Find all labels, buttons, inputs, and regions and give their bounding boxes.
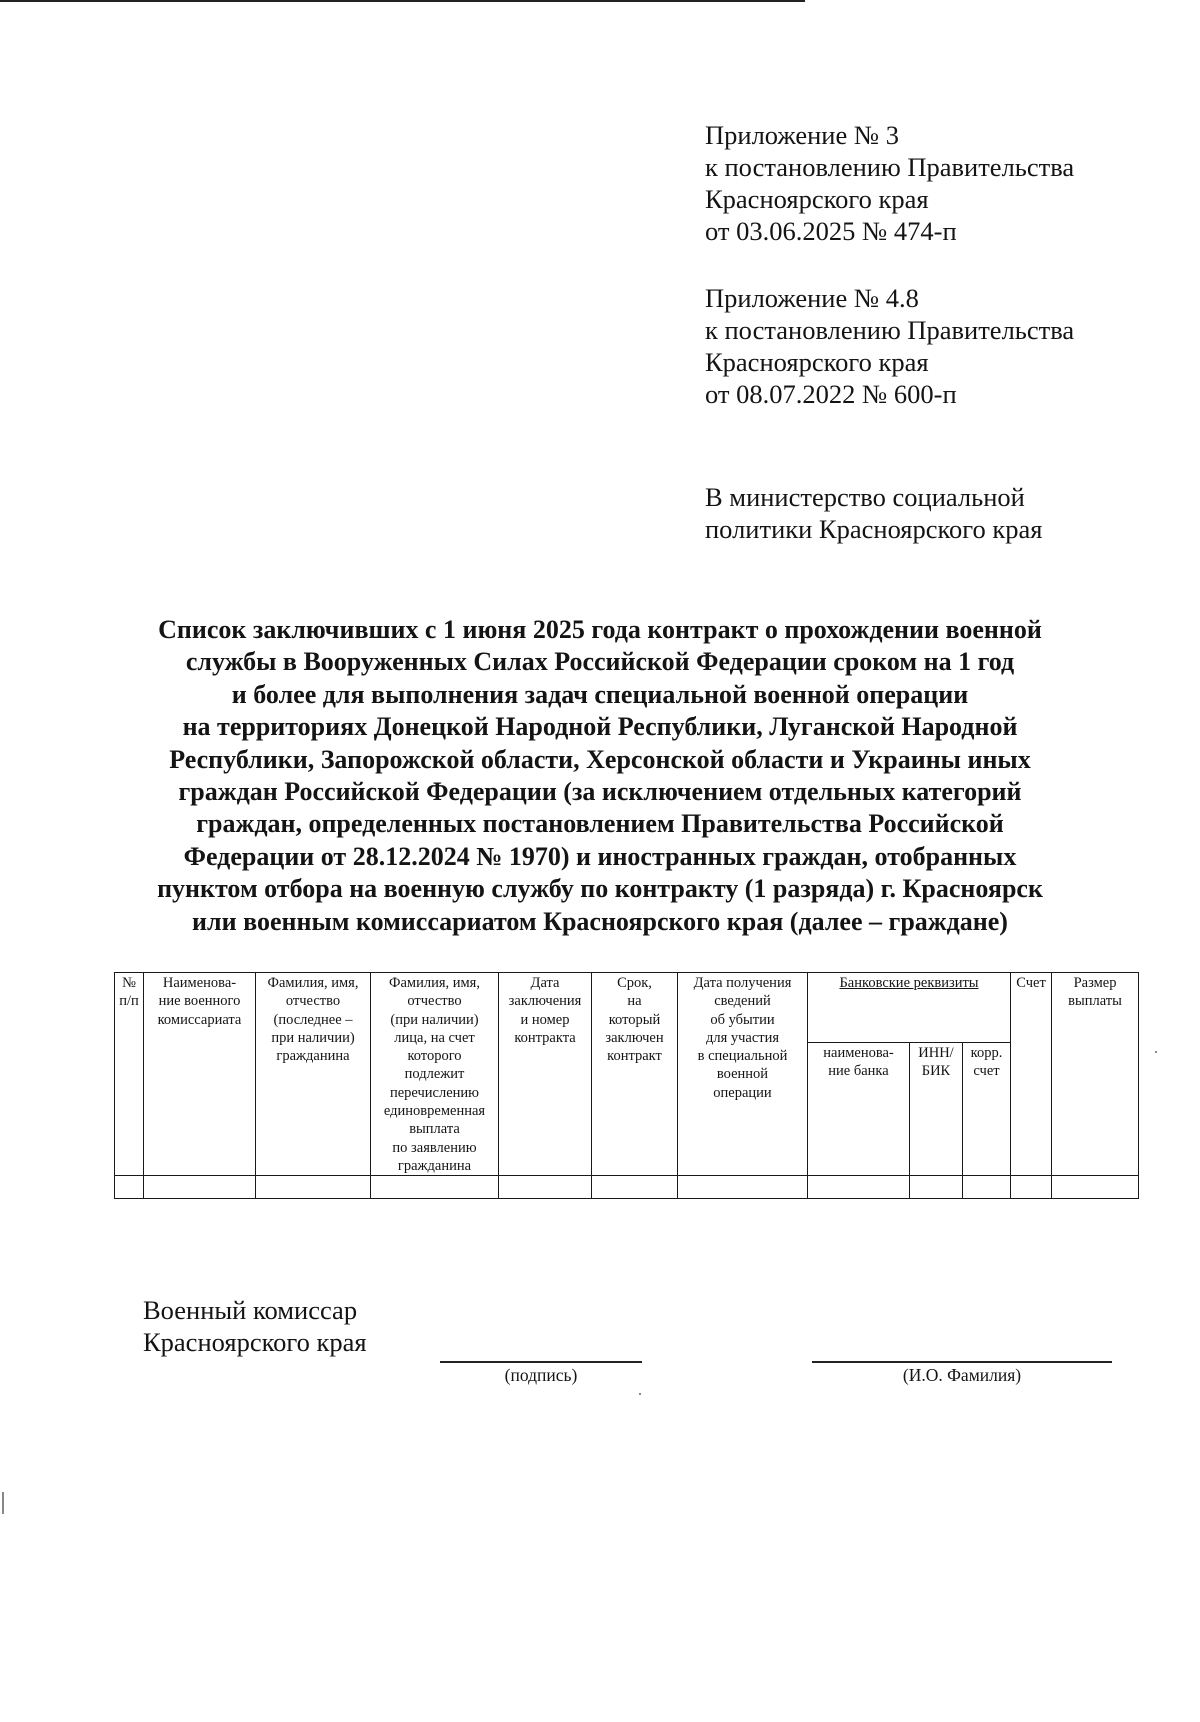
- appendix-original-line: Красноярского края: [705, 347, 929, 377]
- col-header-inn-bik: ИНН/ БИК: [910, 1043, 963, 1176]
- table-cell: [910, 1176, 963, 1199]
- col-header-contract-date: Дата заключения и номер контракта: [499, 973, 592, 1176]
- table-cell: [808, 1176, 910, 1199]
- col-header-payment: Размер выплаты: [1052, 973, 1139, 1176]
- signer-line: Красноярского края: [143, 1327, 367, 1357]
- document-title: [100, 614, 1100, 938]
- title-line: Список заключивших с 1 июня 2025 года контракт о прохождении военной: [158, 615, 1042, 644]
- appendix-current-line: от 03.06.2025 № 474-п: [705, 216, 957, 246]
- title-line: на территориях Донецкой Народной Республики, Луганской Народной: [182, 712, 1018, 742]
- col-header-commissariat: Наименова- ние военного комиссариата: [144, 973, 256, 1176]
- table-row-empty: [115, 1176, 1139, 1199]
- title-line: службы в Вооруженных Силах Российской Федерации сроком на 1 год: [185, 647, 1015, 677]
- signature-line: [440, 1361, 642, 1363]
- scan-top-rule: [0, 0, 805, 2]
- name-line: [812, 1361, 1112, 1363]
- table-cell: [678, 1176, 808, 1199]
- col-header-term: Срок, на который заключен контракт: [592, 973, 678, 1176]
- table-cell: [115, 1176, 144, 1199]
- appendix-original-line: Приложение № 4.8: [705, 283, 919, 313]
- col-header-num: № п/п: [115, 973, 144, 1176]
- appendix-original-block: [705, 282, 1074, 410]
- col-header-bank-group: Банковские реквизиты: [808, 973, 1011, 1043]
- title-line: и более для выполнения задач специальной военной операции: [231, 679, 969, 709]
- scan-dot-mark: [639, 1393, 641, 1395]
- signature-caption: (подпись): [504, 1365, 578, 1385]
- col-header-account: Счет: [1011, 973, 1052, 1176]
- appendix-current-line: Приложение № 3: [705, 120, 900, 150]
- table-cell: [144, 1176, 256, 1199]
- title-line: Республики, Запорожской области, Херсонской области и Украины иных: [169, 744, 1031, 774]
- name-caption: (И.О. Фамилия): [902, 1365, 1022, 1385]
- table-cell: [963, 1176, 1011, 1199]
- table-cell: [256, 1176, 371, 1199]
- addressee-line: политики Красноярского края: [705, 514, 1043, 544]
- title-line: граждан Российской Федерации (за исключением отдельных категорий: [178, 777, 1022, 807]
- appendix-current-block: [705, 119, 1074, 247]
- col-header-loss-date: Дата получения сведений об убытии для участия в специальной военной операции: [678, 973, 808, 1176]
- col-header-citizen-name: Фамилия, имя, отчество (последнее – при наличии) гражданина: [256, 973, 371, 1176]
- table-cell: [499, 1176, 592, 1199]
- table-cell: [1011, 1176, 1052, 1199]
- table-cell: [371, 1176, 499, 1199]
- appendix-current-line: к постановлению Правительства: [705, 152, 1075, 182]
- scan-edge-mark: [2, 1492, 4, 1514]
- appendix-original-line: к постановлению Правительства: [705, 315, 1075, 345]
- recipients-table: [114, 972, 1139, 1199]
- addressee-block: [705, 481, 1042, 545]
- signer-line: Военный комиссар: [143, 1295, 358, 1325]
- table-cell: [592, 1176, 678, 1199]
- appendix-original-line: от 08.07.2022 № 600-п: [705, 379, 957, 409]
- col-header-payee-name: Фамилия, имя, отчество (при наличии) лица, на счет которого подлежит перечислению единовременная выплата по заявлению гражданина: [371, 973, 499, 1176]
- table-cell: [1052, 1176, 1139, 1199]
- title-line: граждан, определенных постановлением Правительства Российской: [196, 809, 1004, 839]
- col-header-bank-name: наименова- ние банка: [808, 1043, 910, 1176]
- scan-dot-mark: [1155, 1051, 1157, 1053]
- appendix-current-line: Красноярского края: [705, 184, 929, 214]
- header-row-1: [115, 973, 1139, 1043]
- title-line: пунктом отбора на военную службу по контракту (1 разряда) г. Красноярск: [157, 874, 1043, 904]
- col-header-corr-account: корр. счет: [963, 1043, 1011, 1176]
- title-line: Федерации от 28.12.2024 № 1970) и иностранных граждан, отобранных: [183, 841, 1017, 871]
- signer-position: [143, 1294, 367, 1358]
- title-line: или военным комиссариатом Красноярского края (далее – граждане): [192, 906, 1008, 936]
- addressee-line: В министерство социальной: [705, 482, 1025, 512]
